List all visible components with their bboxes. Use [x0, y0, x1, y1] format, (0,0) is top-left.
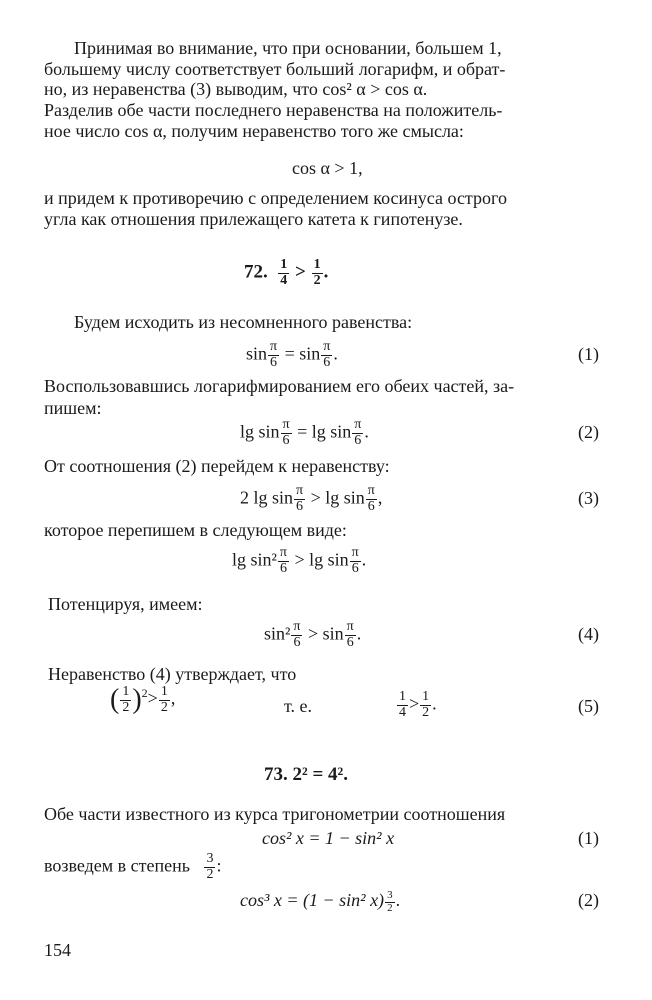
equation-cos2: cos² x = 1 − sin² x: [262, 828, 395, 848]
text-line: и придем к противоречию с определением косинуса острого: [44, 188, 507, 208]
text-line: угла как отношения прилежащего катета к гипотенузе.: [44, 208, 463, 229]
text-line: Обе части известного из курса тригонометрии соотношения: [44, 804, 506, 824]
equation-4: lg sin² $\frac{\pi}{6}$ > lg sin $\frac{\pi}{6}$ .: [232, 545, 367, 576]
text-line: Потенцируя, имеем:: [48, 594, 203, 614]
fraction: $\frac{3}{2}$: [206, 851, 214, 882]
text-line: которое перепишем в следующем виде:: [44, 520, 347, 540]
text-line: Неравенство (4) утверждает, что: [48, 664, 297, 684]
power-line: возведем в степень $\frac{3}{2}$ :: [44, 851, 222, 882]
text-line: Разделив обе части последнего неравенства на положитель-: [44, 100, 503, 121]
section-73-heading: 73. 2² = 4².: [264, 764, 348, 785]
text-line: пишем:: [44, 398, 102, 418]
period: .: [323, 261, 329, 283]
fraction: $\frac{1}{2}$: [313, 257, 321, 288]
page-number: 154: [44, 940, 71, 960]
text-line: От соотношения (2) перейдем к неравенству:: [44, 456, 390, 476]
text-line: Воспользовавшись логарифмированием его обеих частей, за-: [44, 376, 515, 396]
equation-2: lg sin $\frac{\pi}{6}$ = lg sin $\frac{\pi}{6}$ .: [240, 417, 369, 448]
text-te: т. е.: [284, 696, 313, 716]
equation-number: (1): [578, 344, 599, 364]
text-line: Принимая во внимание, что при основании, большем 1,: [74, 38, 502, 58]
equation-number: (5): [578, 696, 599, 716]
formula-cos-gt-1: cos α > 1,: [292, 158, 363, 178]
equation-6-right: $\frac{1}{4}$ > $\frac{1}{2}$ .: [399, 689, 437, 720]
equation-cos3: cos³ x = (1 − sin² x) $\frac{3}{2}$ .: [240, 889, 401, 914]
equation-number: (2): [578, 422, 599, 442]
equation-3: 2 lg sin $\frac{\pi}{6}$ > lg sin $\frac{\pi}{6}$ ,: [240, 483, 383, 514]
intro-paragraph: [44, 38, 604, 141]
text-line: возведем в степень: [44, 855, 190, 876]
equation-5: sin² $\frac{\pi}{6}$ > sin $\frac{\pi}{6}$ .: [264, 619, 362, 650]
text-line: но, из неравенства (3) выводим, что cos² α > cos α.: [44, 79, 428, 100]
equation-number: (3): [578, 488, 599, 508]
section-72-heading: [244, 258, 328, 288]
equation-1: sin $\frac{\pi}{6}$ = sin $\frac{\pi}{6}$ .: [246, 339, 338, 370]
greater-sign: >: [295, 261, 306, 283]
text-line: ное число cos α, получим неравенство того же смысла:: [44, 120, 464, 141]
text-line: Будем исходить из несомненного равенства:: [74, 312, 413, 332]
equation-number: (1): [578, 828, 599, 848]
section-number: 72.: [244, 261, 268, 283]
equation-number: (4): [578, 624, 599, 644]
text-line: большему числу соответствует больший логарифм, и обрат-: [44, 58, 506, 79]
intro-paragraph-continued: [44, 188, 604, 229]
fraction: $\frac{1}{4}$: [280, 257, 288, 288]
equation-number: (2): [578, 890, 599, 910]
equation-6-left: ( $\frac{1}{2}$ )$^2$> $\frac{1}{2}$ ,: [110, 683, 176, 715]
